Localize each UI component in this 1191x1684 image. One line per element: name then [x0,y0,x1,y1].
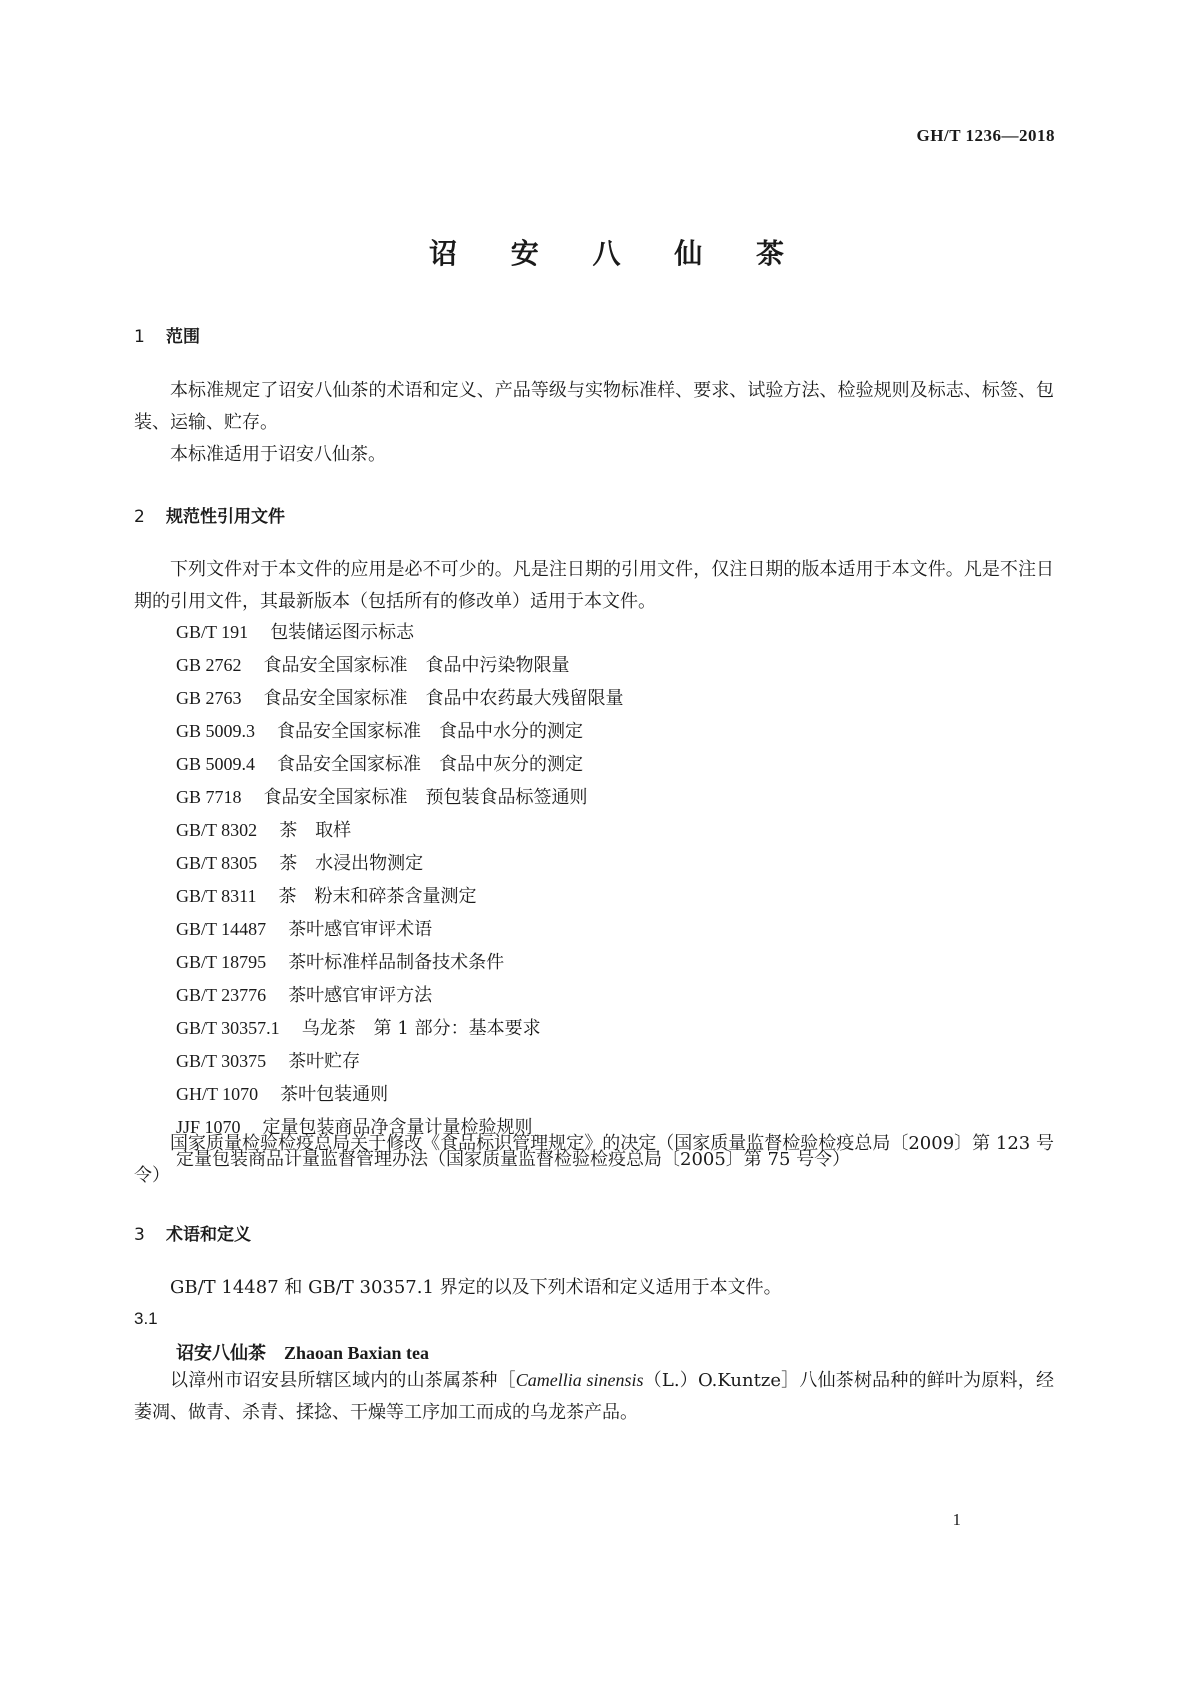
paragraph: 本标准规定了诏安八仙茶的术语和定义、产品等级与实物标准样、要求、试验方法、检验规则及标志、标签、包装、运输、贮存。 [134,380,1054,433]
standard-code: GH/T 1236—2018 [916,126,1055,145]
reference-item: GB 2763 食品安全国家标准 食品中农药最大残留限量 [176,688,624,709]
paragraph: 本标准适用于诏安八仙茶。 [170,444,386,465]
reference-item: GB/T 30375 茶叶贮存 [176,1051,361,1072]
reference-item: GB 7718 食品安全国家标准 预包装食品标签通则 [176,787,588,808]
term-number: 3.1 [134,1309,158,1328]
paragraph: GB/T 14487 和 GB/T 30357.1 界定的以及下列术语和定义适用于本文件。 [170,1277,782,1298]
term-title-en: Zhaoan Baxian tea [284,1343,430,1363]
section-3-intro [134,1272,1054,1304]
section-1-body [134,375,1054,471]
reference-item: GB 2762 食品安全国家标准 食品中污染物限量 [176,655,570,676]
reference-list [176,616,850,1176]
section-2-intro [134,554,1054,618]
species-name: Camellia sinensis [515,1370,644,1390]
reference-item: GB/T 8311 茶 粉末和碎茶含量测定 [176,886,477,907]
reference-item: GB/T 18795 茶叶标准样品制备技术条件 [176,952,505,973]
reference-item: GB/T 14487 茶叶感官审评术语 [176,919,433,940]
reference-item: GB/T 8302 茶 取样 [176,820,352,841]
page-number: 1 [952,1510,961,1529]
section-title: 规范性引用文件 [166,507,285,527]
section-2-heading [134,502,285,527]
term-title [176,1339,429,1365]
term-title-cn: 诏安八仙茶 [176,1343,266,1364]
reference-item: GH/T 1070 茶叶包装通则 [176,1084,389,1105]
section-3-heading [134,1220,251,1245]
paragraph: 国家质量检验检疫总局关于修改《食品标识管理规定》的决定（国家质量监督检验检疫总局〔2009〕第 123 号令） [134,1133,1054,1186]
term-definition [134,1364,1054,1429]
reference-item: GB/T 30357.1 乌龙茶 第 1 部分：基本要求 [176,1018,541,1039]
reference-item: GB/T 23776 茶叶感官审评方法 [176,985,433,1006]
paragraph: 以漳州市诏安县所辖区域内的山茶属茶种［Camellia sinensis（L.）O.Kuntze］八仙茶树品种的鲜叶为原料，经萎凋、做青、杀青、揉捻、干燥等工序加工而成的乌龙茶产品。 [134,1370,1054,1423]
reference-item: 定量包装商品计量监督管理办法（国家质量监督检验检疫总局〔2005〕第 75 号令） [176,1149,851,1170]
document-title: 诏 安 八 仙 茶 [429,237,806,270]
reference-item: JJF 1070 定量包装商品净含量计量检验规则 [176,1117,533,1138]
section-1-heading [134,322,200,347]
reference-item: GB 5009.3 食品安全国家标准 食品中水分的测定 [176,721,584,742]
section-title: 术语和定义 [166,1225,251,1245]
reference-item: GB/T 8305 茶 水浸出物测定 [176,853,424,874]
paragraph: 下列文件对于本文件的应用是必不可少的。凡是注日期的引用文件，仅注日期的版本适用于本文件。凡是不注日期的引用文件，其最新版本（包括所有的修改单）适用于本文件。 [134,559,1054,612]
section-number: 2 [134,507,145,527]
section-number: 1 [134,327,145,347]
section-title: 范围 [166,327,200,347]
reference-item: GB 5009.4 食品安全国家标准 食品中灰分的测定 [176,754,584,775]
reference-item: GB/T 191 包装储运图示标志 [176,622,415,643]
reference-item-regulation [134,1128,1054,1192]
section-number: 3 [134,1225,145,1245]
